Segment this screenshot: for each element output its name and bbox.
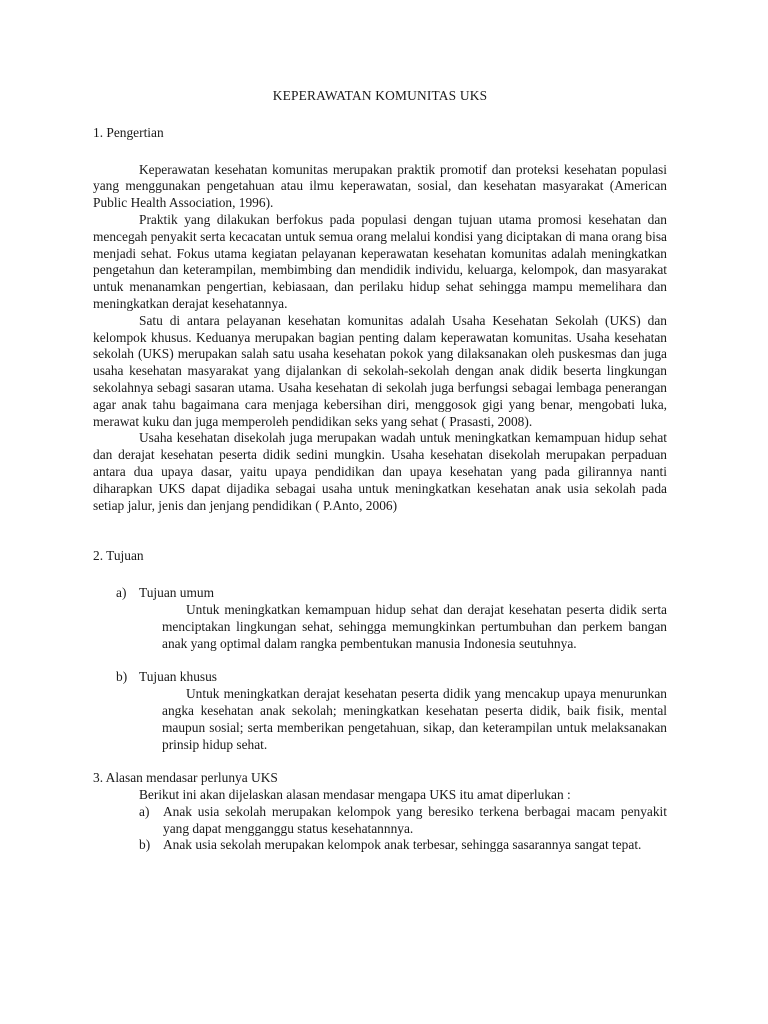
paragraph-pengertian-4: Usaha kesehatan disekolah juga merupakan wadah untuk meningkatkan kemampuan hidup sehat dan derajat kesehatan peserta didik sedini mungkin. Usaha kesehatan disekolah merupakan perpaduan antara dua upaya dasar, yaitu upaya pendidikan dan upaya kesehatan yang pada gilirannya nanti diharapkan UKS dapat dijadika sebagai usaha untuk meningkatkan kesehatan anak usia sekolah pada setiap jalur, jenis dan jenjang pendidikan ( P.Anto, 2006) bbox=[93, 430, 667, 513]
tujuan-item-umum bbox=[116, 585, 667, 652]
tujuan-item-label: Tujuan umum bbox=[139, 585, 215, 601]
section-heading-alasan: 3. Alasan mendasar perlunya UKS bbox=[93, 770, 278, 786]
tujuan-item-body: Untuk meningkatkan derajat kesehatan peserta didik yang mencakup upaya menurunkan angka kesehatan anak sekolah; meningkatkan kesehatan peserta didik, baik fisik, mental maupun sosial; serta memberikan pengetahuan, sikap, dan keterampilan untuk melaksanakan prinsip hidup sehat. bbox=[162, 686, 667, 752]
list-marker: b) bbox=[139, 837, 151, 853]
tujuan-item-body: Untuk meningkatkan kemampuan hidup sehat dan derajat kesehatan peserta didik serta menciptakan lingkungan sehat, sehingga memungkinkan pertumbuhan dan perkem bangan anak yang optimal dalam rangka pembentukan manusia Indonesia seutuhnya. bbox=[162, 601, 667, 651]
paragraph-pengertian-2: Praktik yang dilakukan berfokus pada populasi dengan tujuan utama promosi kesehatan dan mencegah penyakit serta kecacatan untuk semua orang melalui kondisi yang diciptakan di mana orang bisa menjadi sehat. Fokus utama kegiatan pelayanan keperawatan kesehatan komunitas adalah meningkatkan pengetahun dan keterampilan, membimbing dan mendidik individu, keluarga, kelompok, dan masyarakat untuk menanamkan pengertian, kebiasaan, dan perilaku hidup sehat sehingga mampu memelihara dan meningkatkan derajat kesehatannya. bbox=[93, 211, 667, 311]
tujuan-item-header bbox=[116, 585, 667, 602]
alasan-item-text: Anak usia sekolah merupakan kelompok anak terbesar, sehingga sasarannya sangat tepat. bbox=[163, 837, 642, 853]
spacer bbox=[93, 652, 667, 669]
list-marker: a) bbox=[116, 585, 127, 601]
tujuan-item-label: Tujuan khusus bbox=[139, 669, 218, 685]
spacer bbox=[93, 514, 667, 548]
section-heading-pengertian: 1. Pengertian bbox=[93, 124, 164, 140]
paragraph-pengertian-1: Keperawatan kesehatan komunitas merupakan praktik promotif dan proteksi kesehatan populasi yang menggunakan pengetahuan atau ilmu keperawatan, sosial, dan kesehatan masyarakat (American Public Health Association, 1996). bbox=[93, 161, 667, 211]
document-title: KEPERAWATAN KOMUNITAS UKS bbox=[272, 88, 488, 103]
list-marker: a) bbox=[139, 803, 150, 819]
list-marker: b) bbox=[116, 669, 128, 685]
tujuan-item-khusus bbox=[116, 669, 667, 753]
document-body bbox=[93, 82, 667, 854]
alasan-intro: Berikut ini akan dijelaskan alasan mendasar mengapa UKS itu amat diperlukan : bbox=[139, 787, 571, 803]
spacer bbox=[93, 753, 667, 770]
section-heading-tujuan: 2. Tujuan bbox=[93, 548, 144, 564]
alasan-item-b bbox=[139, 837, 667, 854]
alasan-item-text: Anak usia sekolah merupakan kelompok yang beresiko terkena berbagai macam penyakit yang dapat mengganggu status kesehatannnya. bbox=[163, 803, 667, 836]
alasan-item-a bbox=[139, 804, 667, 838]
tujuan-item-header bbox=[116, 669, 667, 686]
paragraph-pengertian-3: Satu di antara pelayanan kesehatan komunitas adalah Usaha Kesehatan Sekolah (UKS) dan kelompok khusus. Keduanya merupakan bagian penting dalam keperawatan komunitas. Usaha kesehatan sekolah (UKS) merupakan salah satu usaha kesehatan pokok yang dilaksanakan oleh puskesmas dan juga usaha kesehatan masyarakat yang dijalankan di sekolah-sekolah dengan anak didik beserta lingkungan sekolahnya sebagi sasaran utama. Usaha kesehatan di sekolah juga berfungsi sebagai lembaga penerangan agar anak tahu bagaimana cara menjaga kebersihan diri, menggosok gigi yang benar, mengobati luka, merawat kuku dan juga memperoleh pendidikan seks yang sehat ( Prasasti, 2008). bbox=[93, 312, 667, 429]
